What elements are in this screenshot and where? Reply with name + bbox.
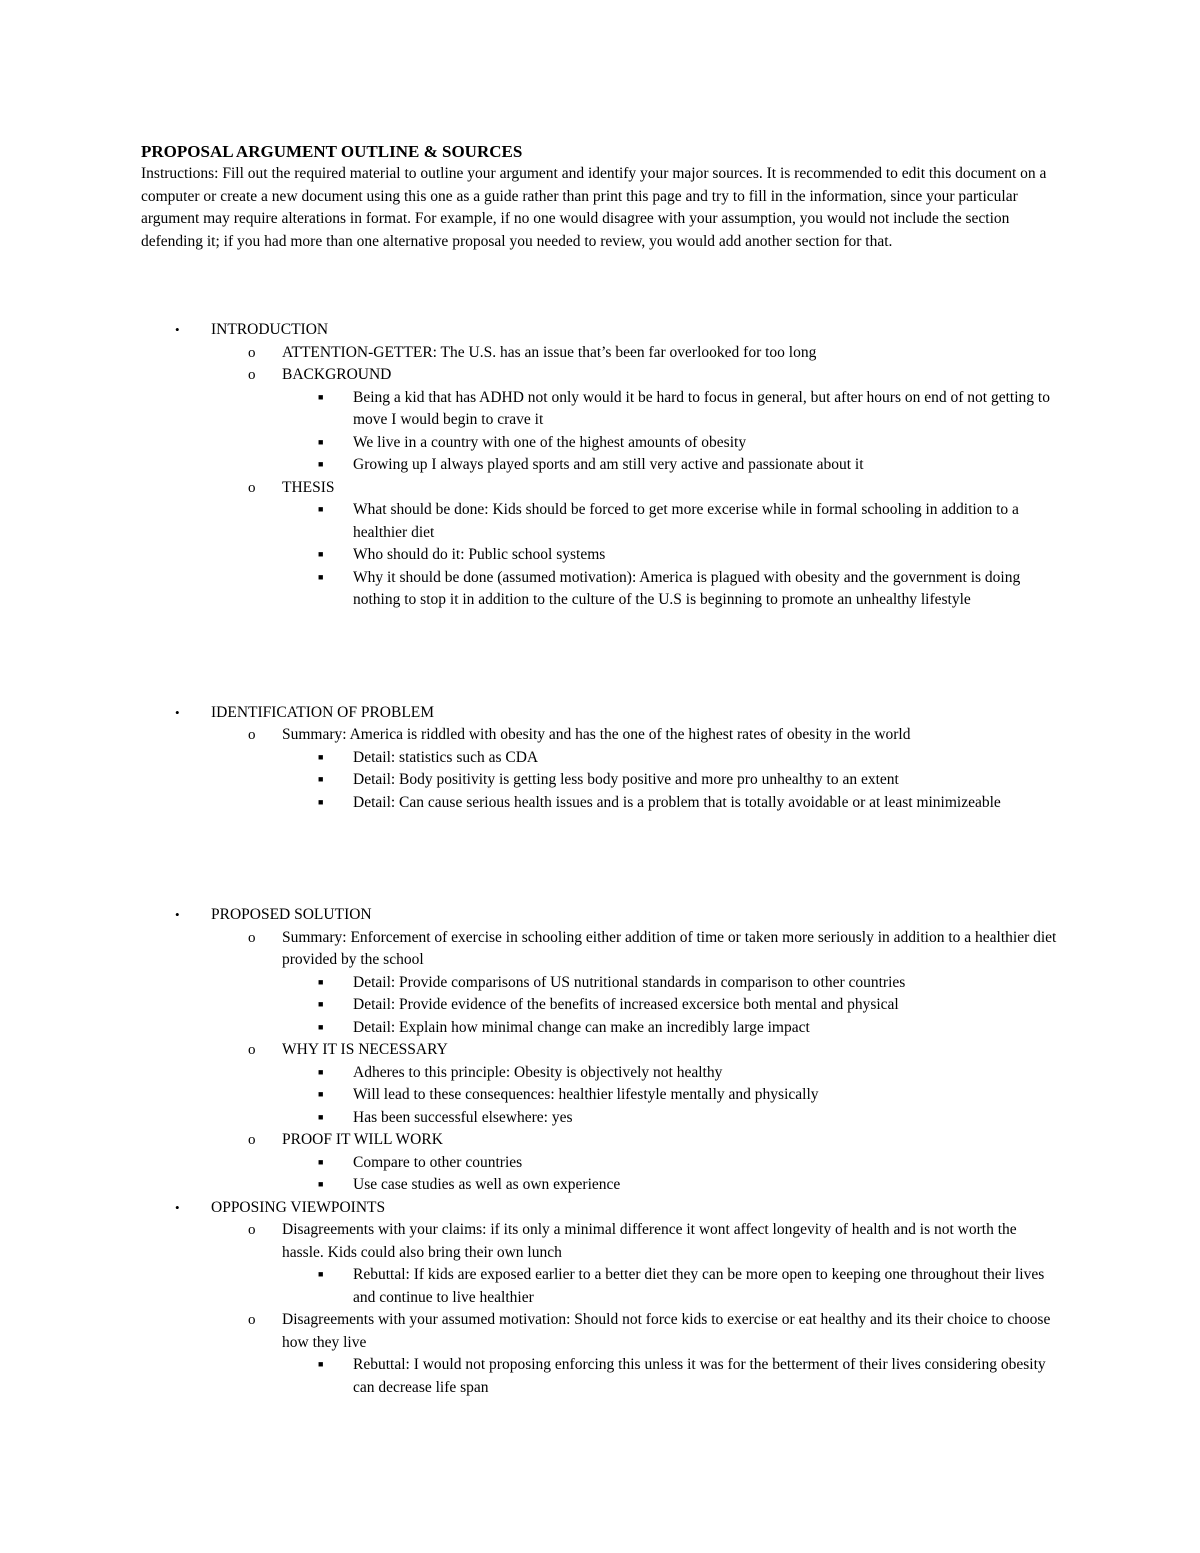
section-problem [141, 702, 1061, 815]
list-item [141, 1264, 1061, 1309]
list-item [141, 769, 1061, 792]
item-text: Compare to other countries [353, 1153, 523, 1171]
heading-text: INTRODUCTION [211, 321, 329, 338]
item-text: Has been successful elsewhere: yes [353, 1108, 573, 1126]
section-introduction [141, 319, 1061, 612]
item-text: Detail: statistics such as CDA [353, 748, 539, 766]
list-item [141, 499, 1061, 544]
outline-heading-opposing [141, 1197, 1061, 1220]
item-text: Disagreements with your assumed motivation: Should not force kids to exercise or eat healthy and its their choice to choose how they live [282, 1311, 1051, 1351]
item-text: We live in a country with one of the highest amounts of obesity [353, 433, 747, 451]
circle-marker: o [248, 1312, 256, 1328]
list-item [141, 567, 1061, 612]
list-item [141, 387, 1061, 432]
bullet-marker: • [175, 322, 180, 337]
heading-text: IDENTIFICATION OF PROBLEM [211, 703, 435, 721]
square-marker: ■ [318, 1269, 324, 1279]
square-marker: ■ [318, 1359, 324, 1369]
item-text: Detail: Can cause serious health issues and is a problem that is totally avoidable or at least minimizeable [353, 793, 1001, 811]
section-spacer [141, 657, 1061, 702]
square-marker: ■ [318, 1111, 324, 1122]
list-item [141, 1107, 1061, 1130]
heading-text: OPPOSING VIEWPOINTS [211, 1198, 386, 1216]
square-marker: ■ [318, 1066, 324, 1077]
outline-heading-problem [141, 702, 1061, 725]
item-text: What should be done: Kids should be forced to get more excerise while in formal schooling in addition to a healthier diet [353, 501, 1019, 541]
square-marker: ■ [318, 504, 324, 514]
list-item [141, 1152, 1061, 1175]
bullet-marker: • [175, 907, 180, 922]
section-spacer [141, 859, 1061, 904]
bullet-marker: • [175, 704, 180, 720]
square-marker: ■ [318, 459, 324, 469]
list-item [141, 1354, 1061, 1399]
square-marker: ■ [318, 976, 324, 987]
square-marker: ■ [318, 571, 324, 582]
circle-marker: o [248, 727, 256, 743]
list-item [141, 544, 1061, 567]
item-text: Detail: Provide evidence of the benefits of increased excersice both mental and physical [353, 996, 899, 1013]
item-text: Rebuttal: I would not proposing enforcing this unless it was for the betterment of their lives considering obesity can decrease life span [353, 1356, 1046, 1396]
list-item [141, 1084, 1061, 1107]
circle-marker: o [248, 479, 256, 496]
outline-item-attention-getter [141, 342, 1061, 365]
outline-heading-introduction [141, 319, 1061, 342]
document-page [141, 141, 1061, 1399]
list-item [141, 972, 1061, 995]
section-spacer [141, 612, 1061, 657]
item-text: Who should do it: Public school systems [353, 546, 606, 563]
section-opposing [141, 1197, 1061, 1400]
list-item [141, 792, 1061, 815]
square-marker: ■ [318, 1089, 324, 1099]
outline-item-why-necessary [141, 1039, 1061, 1062]
square-marker: ■ [318, 999, 324, 1009]
item-text: Summary: Enforcement of exercise in schooling either addition of time or taken more seriously in addition to a healthier diet provided by the school [282, 928, 1057, 968]
list-item [141, 1017, 1061, 1040]
outline-heading-solution [141, 904, 1061, 927]
bullet-marker: • [175, 1199, 180, 1215]
circle-marker: o [248, 344, 256, 361]
outline [141, 319, 1061, 1399]
outline-item-thesis [141, 477, 1061, 500]
circle-marker: o [248, 367, 256, 383]
list-item [141, 994, 1061, 1017]
item-text: Rebuttal: If kids are exposed earlier to a better diet they can be more open to keeping one throughout their lives and continue to live healthier [353, 1266, 1045, 1306]
item-text: Being a kid that has ADHD not only would it be hard to focus in general, but after hours on end of not getting to move I would begin to crave it [353, 388, 1050, 428]
square-marker: ■ [318, 751, 324, 762]
circle-marker: o [248, 1132, 256, 1148]
item-text: Detail: Explain how minimal change can make an incredibly large impact [353, 1018, 810, 1036]
square-marker: ■ [318, 391, 324, 402]
outline-item-summary [141, 724, 1061, 747]
outline-item-background [141, 364, 1061, 387]
item-text: Summary: America is riddled with obesity and has the one of the highest rates of obesity in the world [282, 726, 911, 743]
square-marker: ■ [318, 549, 324, 559]
outline-item-motivation [141, 1309, 1061, 1354]
outline-item-proof [141, 1129, 1061, 1152]
circle-marker: o [248, 929, 256, 946]
item-text: BACKGROUND [282, 366, 392, 383]
section-solution [141, 904, 1061, 1197]
item-text: PROOF IT WILL WORK [282, 1131, 443, 1148]
section-spacer [141, 814, 1061, 859]
square-marker: ■ [318, 1156, 324, 1167]
item-text: WHY IT IS NECESSARY [282, 1041, 448, 1058]
circle-marker: o [248, 1222, 256, 1238]
square-marker: ■ [318, 774, 324, 784]
item-text: Growing up I always played sports and am still very active and passionate about it [353, 456, 864, 473]
list-item [141, 747, 1061, 770]
item-text: Detail: Body positivity is getting less body positive and more pro unhealthy to an extent [353, 771, 899, 788]
item-text: Disagreements with your claims: if its only a minimal difference it wont affect longevity of health and is not worth the hassle. Kids could also bring their own lunch [282, 1221, 1017, 1261]
heading-text: PROPOSED SOLUTION [211, 906, 372, 923]
instructions-paragraph: Instructions: Fill out the required material to outline your argument and identify your major sources. It is recommended to edit this document on a computer or create a new document using this one as a guide rather than print this page and try to fill in the information, since your particular argument may require alterations in format. For example, if no one would disagree with your assumption, you would not include the section defending it; if you had more than one alternative proposal you needed to review, you would add another section for that. [141, 165, 1047, 250]
document-title: PROPOSAL ARGUMENT OUTLINE & SOURCES [141, 142, 523, 161]
item-text: Use case studies as well as own experience [353, 1176, 621, 1193]
list-item [141, 1174, 1061, 1197]
list-item [141, 1062, 1061, 1085]
square-marker: ■ [318, 436, 324, 447]
item-text: Adheres to this principle: Obesity is objectively not healthy [353, 1063, 723, 1081]
item-text: Why it should be done (assumed motivation): America is plagued with obesity and the government is doing nothing to stop it in addition to the culture of the U.S is beginning to promote an unhealthy lifestyle [353, 568, 1021, 608]
outline-item-claims [141, 1219, 1061, 1264]
item-text: Will lead to these consequences: healthier lifestyle mentally and physically [353, 1086, 819, 1103]
square-marker: ■ [318, 1179, 324, 1189]
list-item [141, 454, 1061, 477]
outline-item-summary [141, 927, 1061, 972]
square-marker: ■ [318, 1021, 324, 1032]
item-text: THESIS [282, 478, 335, 496]
item-text: Detail: Provide comparisons of US nutritional standards in comparison to other countries [353, 973, 906, 991]
circle-marker: o [248, 1042, 256, 1058]
list-item [141, 432, 1061, 455]
item-text: ATTENTION-GETTER: The U.S. has an issue that’s been far overlooked for too long [282, 343, 817, 361]
square-marker: ■ [318, 796, 324, 807]
